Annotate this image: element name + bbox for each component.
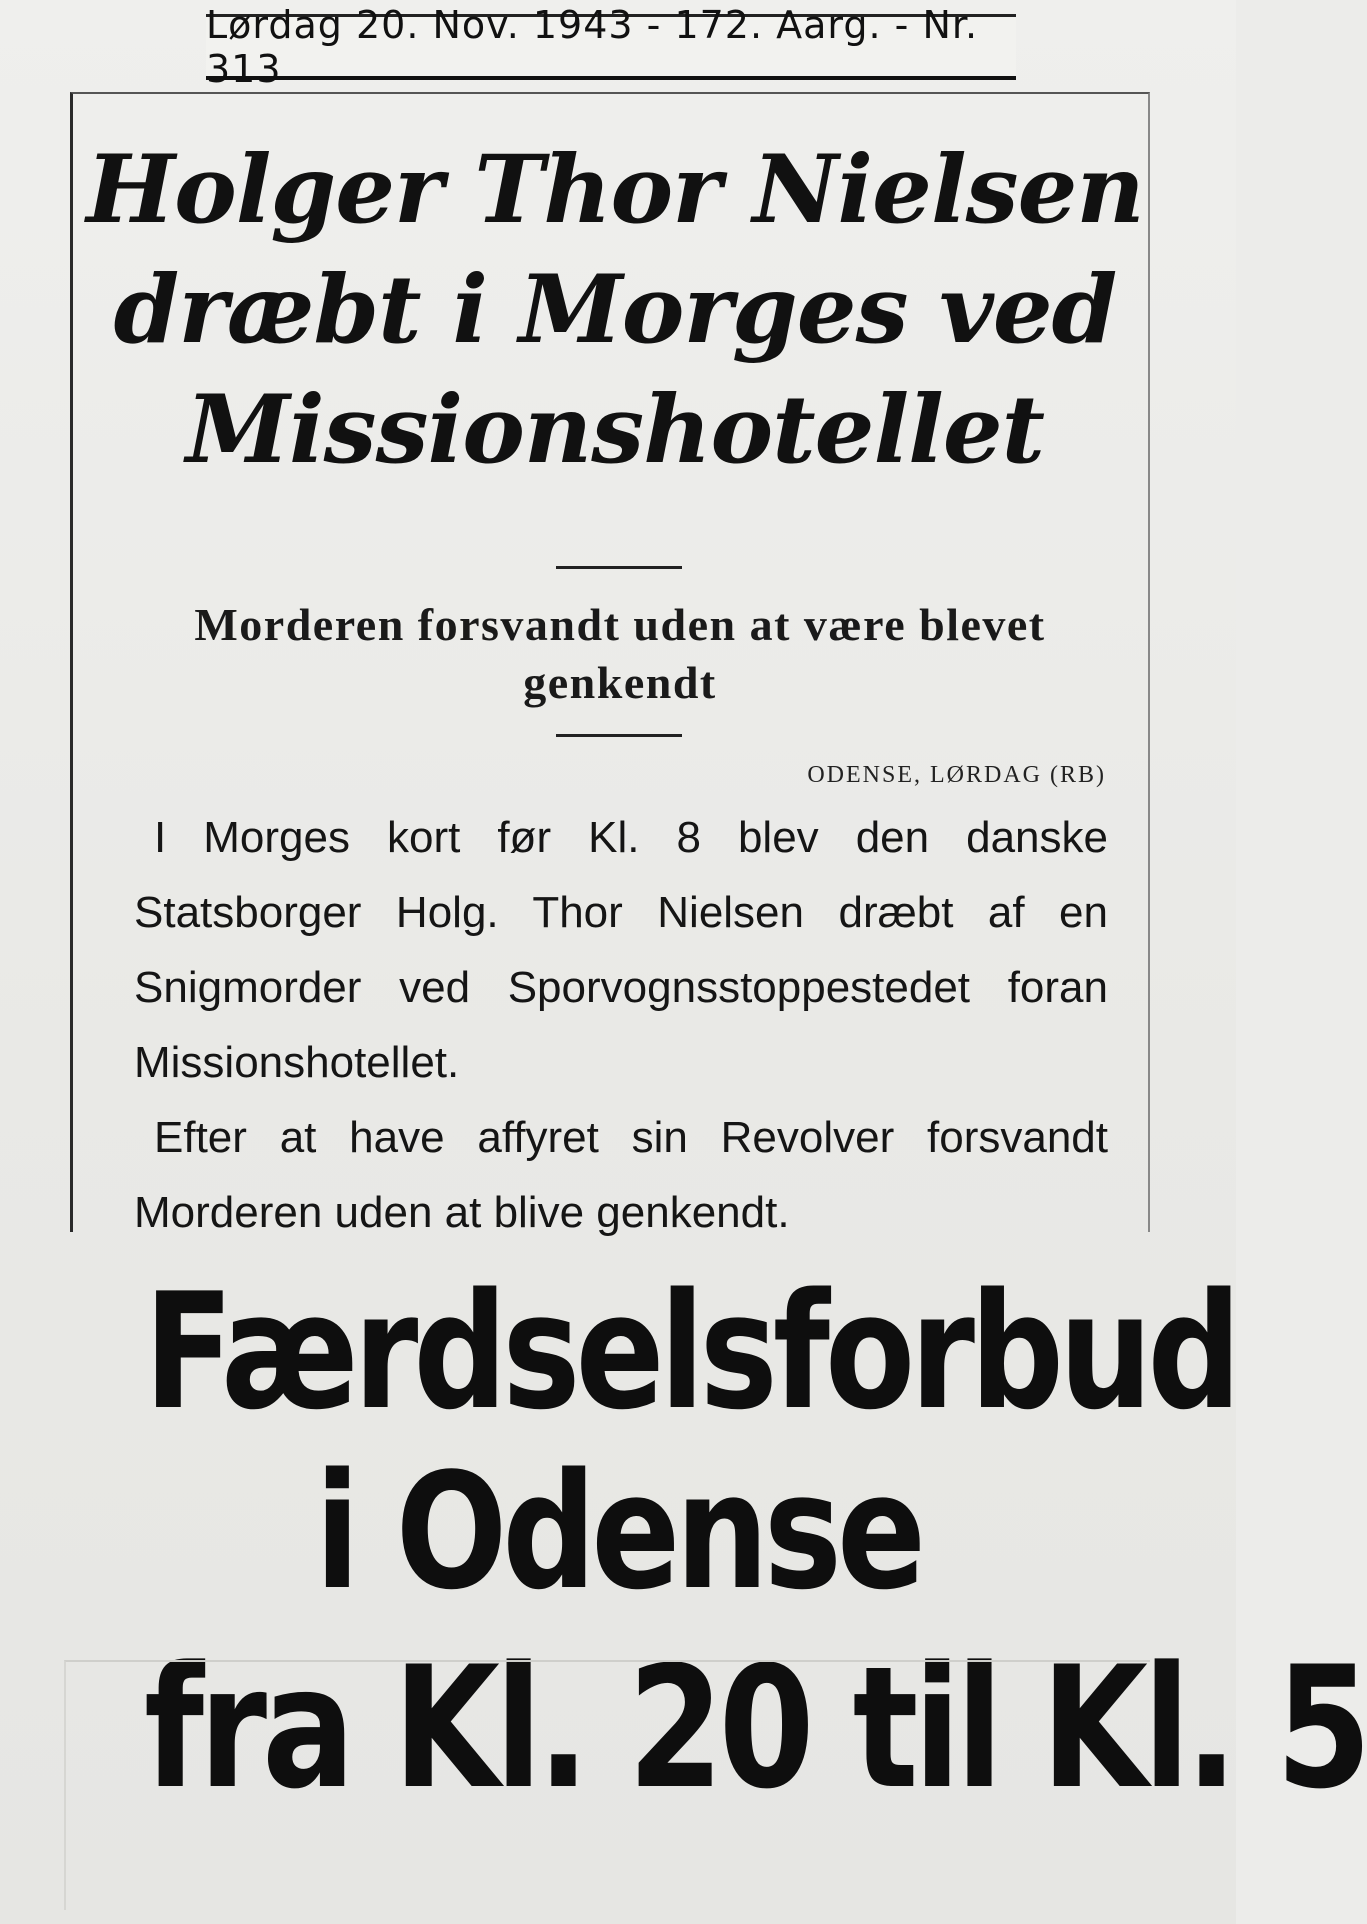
- banner-line-3: fra Kl. 20 til Kl. 5: [144, 1630, 1367, 1826]
- subheadline: [100, 596, 1140, 712]
- divider-rule-top: [556, 566, 682, 569]
- byline: ODENSE, LØRDAG (RB): [807, 762, 1106, 788]
- article-paragraph-1: I Morges kort før Kl. 8 blev den danske Statsborger Holg. Thor Nielsen dræbt af en Snigmorder ved Sporvognsstoppestedet foran Missionshotellet.: [134, 813, 1108, 1087]
- subheadline-line-2: genkendt: [523, 657, 717, 708]
- article-paragraph-2: Efter at have affyret sin Revolver forsvandt Morderen uden at blive genkendt.: [134, 1113, 1108, 1237]
- dateline-strip: [206, 2, 1016, 91]
- clipping-paste-edge: [64, 1660, 1150, 1910]
- article-body: [134, 800, 1108, 1250]
- dateline-text: Lørdag 20. Nov. 1943 - 172. Aarg. - Nr. 313: [206, 2, 979, 91]
- headline-line-2: dræbt i Morges ved: [113, 255, 1117, 365]
- subheadline-line-1: Morderen forsvandt uden at være blevet: [194, 599, 1046, 650]
- divider-rule-bottom: [556, 734, 682, 737]
- headline: [80, 130, 1150, 490]
- banner-line-1: Færdselsforbud: [144, 1258, 1237, 1445]
- headline-line-1: Holger Thor Nielsen: [86, 135, 1144, 245]
- headline-line-3: Missionshotellet: [185, 375, 1045, 485]
- banner-line-2: i Odense: [314, 1438, 922, 1625]
